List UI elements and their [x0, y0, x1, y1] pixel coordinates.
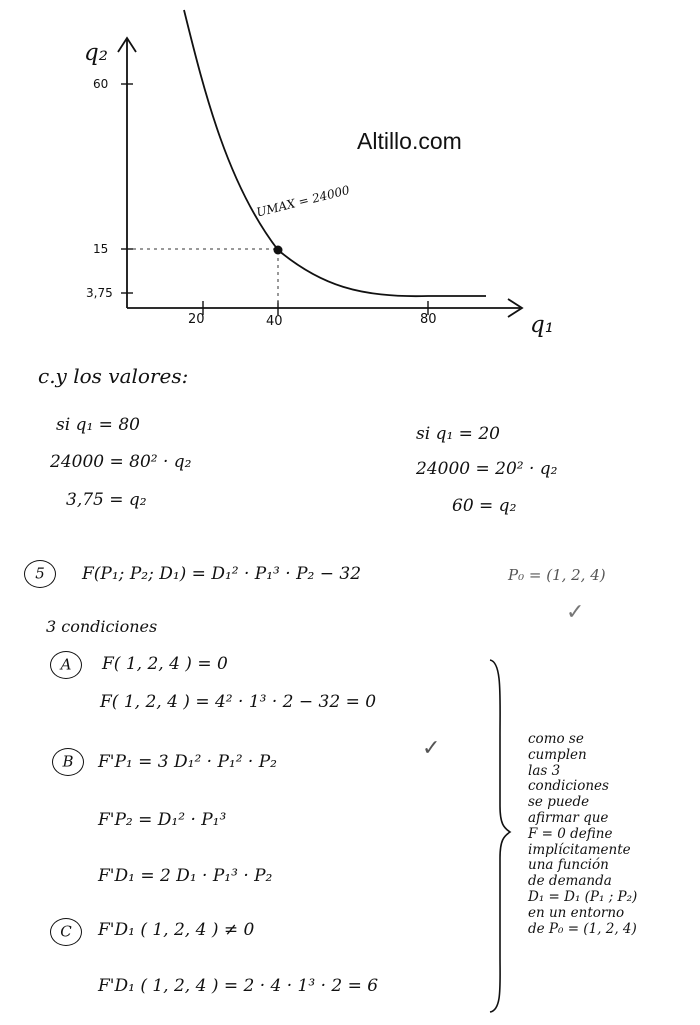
conditions-title: 3 condiciones: [46, 617, 158, 636]
left-condition: si q₁ = 80: [56, 415, 140, 435]
y-tick-label-60: 60: [93, 77, 109, 91]
condition-b-badge: [52, 748, 84, 776]
conclusion-note: [528, 732, 696, 937]
problem-number: 5: [35, 564, 45, 583]
note-line: de P₀ = (1, 2, 4): [528, 920, 637, 937]
problem-point: P₀ = (1, 2, 4): [508, 566, 606, 584]
note-line: afirmar que: [528, 809, 609, 826]
note-line: una función: [528, 857, 609, 874]
condition-b-label: B: [62, 752, 74, 771]
note-line: cumplen: [528, 746, 587, 763]
right-result: 60 = q₂: [452, 496, 517, 516]
condition-b-line1: F'P₁ = 3 D₁² · P₁² · P₂: [98, 752, 277, 772]
y-axis-label: q₂: [84, 40, 108, 66]
curve-label: UMAX = 24000: [255, 182, 352, 220]
condition-a-line2: F( 1, 2, 4 ) = 4² · 1³ · 2 − 32 = 0: [100, 692, 377, 712]
right-condition: si q₁ = 20: [416, 424, 500, 444]
note-line: D₁ = D₁ (P₁ ; P₂): [528, 888, 638, 905]
condition-b-line3: F'D₁ = 2 D₁ · P₁³ · P₂: [98, 866, 273, 886]
condition-a-label: A: [60, 655, 72, 674]
note-line: en un entorno: [528, 904, 625, 921]
note-line: implícitamente: [528, 841, 631, 858]
watermark: Altillo.com: [357, 128, 462, 154]
curly-brace: [486, 656, 516, 1016]
optimum-point: [274, 246, 283, 255]
condition-b-line2: F'P₂ = D₁² · P₁³: [98, 810, 227, 830]
y-tick-label-375: 3,75: [86, 286, 113, 300]
condition-c-line1: F'D₁ ( 1, 2, 4 ) ≠ 0: [98, 920, 255, 940]
problem-number-badge: [24, 560, 56, 588]
condition-c-line2: F'D₁ ( 1, 2, 4 ) = 2 · 4 · 1³ · 2 = 6: [98, 976, 379, 996]
x-axis-label: q₁: [530, 312, 554, 338]
problem-function: F(P₁; P₂; D₁) = D₁² · P₁³ · P₂ − 32: [82, 564, 362, 584]
left-equation: 24000 = 80² · q₂: [50, 452, 192, 472]
right-equation: 24000 = 20² · q₂: [416, 459, 558, 479]
note-line: F = 0 define: [528, 825, 613, 842]
y-tick-label-15: 15: [93, 242, 109, 256]
note-line: se puede: [528, 794, 590, 811]
note-line: como se: [528, 731, 584, 747]
x-tick-label-80: 80: [420, 312, 437, 327]
condition-c-label: C: [60, 922, 72, 941]
note-line: condiciones: [528, 778, 609, 795]
note-line: de demanda: [528, 873, 612, 890]
condition-c-badge: [50, 918, 82, 946]
values-intro: c.y los valores:: [38, 364, 189, 388]
condition-a-badge: [50, 651, 82, 679]
check-mark-icon: ✓: [566, 600, 585, 625]
left-result: 3,75 = q₂: [66, 490, 147, 510]
check-mark-icon-2: ✓: [422, 736, 441, 761]
x-tick-label-20: 20: [188, 312, 205, 327]
condition-a-line1: F( 1, 2, 4 ) = 0: [102, 654, 228, 674]
note-line: las 3: [528, 762, 561, 779]
x-tick-label-40: 40: [266, 314, 283, 329]
